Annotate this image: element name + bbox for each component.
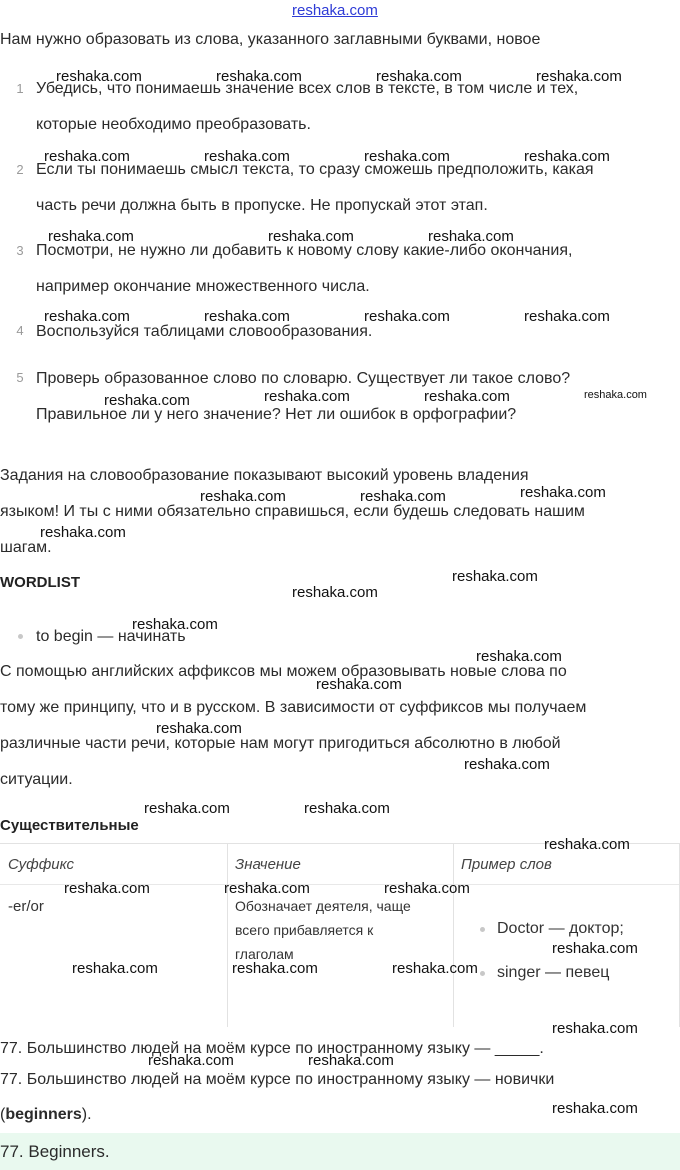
watermark: reshaka.com <box>48 228 134 245</box>
step-number: 3 <box>16 243 24 258</box>
watermark: reshaka.com <box>464 756 550 773</box>
watermark: reshaka.com <box>552 940 638 957</box>
closing-text: шагам. <box>0 539 52 556</box>
step-text: Посмотри, не нужно ли добавить к новому слову какие-либо окончания, <box>36 242 573 259</box>
watermark: reshaka.com <box>316 676 402 693</box>
table-header: Пример слов <box>461 856 552 873</box>
watermark: reshaka.com <box>216 68 302 85</box>
table-divider <box>227 843 228 1027</box>
step-text: Проверь образованное слово по словарю. Существует ли такое слово? <box>36 370 571 387</box>
table-header: Значение <box>235 856 301 873</box>
bullet-icon <box>18 634 23 639</box>
watermark: reshaka.com <box>524 308 610 325</box>
watermark: reshaka.com <box>268 228 354 245</box>
example-item: singer — певец <box>497 964 610 981</box>
watermark: reshaka.com <box>132 616 218 633</box>
site-link[interactable]: reshaka.com <box>292 2 378 19</box>
step-text: например окончание множественного числа. <box>36 278 370 295</box>
closing-text: языком! И ты с ними обязательно справишься, если будешь следовать нашим <box>0 503 585 520</box>
watermark: reshaka.com <box>544 836 630 853</box>
step-number: 2 <box>16 162 24 177</box>
bullet-icon <box>480 971 485 976</box>
wordlist-item: to begin — начинать <box>36 628 186 645</box>
watermark: reshaka.com <box>364 308 450 325</box>
watermark: reshaka.com <box>204 148 290 165</box>
affixes-text: С помощью английских аффиксов мы можем образовывать новые слова по <box>0 663 567 680</box>
example-item: Doctor — доктор; <box>497 920 624 937</box>
watermark: reshaka.com <box>56 68 142 85</box>
suffix-cell: -er/or <box>8 898 44 915</box>
watermark: reshaka.com <box>552 1020 638 1037</box>
watermark: reshaka.com <box>40 524 126 541</box>
watermark: reshaka.com <box>384 880 470 897</box>
affixes-text: ситуации. <box>0 771 73 788</box>
task-question: 77. Большинство людей на моём курсе по иностранному языку — _____. <box>0 1040 544 1057</box>
watermark: reshaka.com <box>308 1052 394 1069</box>
watermark: reshaka.com <box>424 388 510 405</box>
step-number: 4 <box>16 323 24 338</box>
answer-bold-word: beginners <box>5 1106 82 1123</box>
affixes-text: различные части речи, которые нам могут пригодиться абсолютно в любой <box>0 735 561 752</box>
task-answer-bold-line: (beginners). <box>0 1106 92 1123</box>
closing-text: Задания на словообразование показывают высокий уровень владения <box>0 467 529 484</box>
step-text: Если ты понимаешь смысл текста, то сразу сможешь предположить, какая <box>36 161 594 178</box>
watermark: reshaka.com <box>376 68 462 85</box>
intro-text: Нам нужно образовать из слова, указанного заглавными буквами, новое <box>0 31 541 48</box>
watermark: reshaka.com <box>200 488 286 505</box>
watermark: reshaka.com <box>64 880 150 897</box>
watermark: reshaka.com <box>520 484 606 501</box>
step-text: которые необходимо преобразовать. <box>36 116 311 133</box>
step-text: Убедись, что понимаешь значение всех слов в тексте, в том числе и тех, <box>36 80 579 97</box>
watermark: reshaka.com <box>360 488 446 505</box>
watermark: reshaka.com <box>584 389 647 401</box>
task-answer: 77. Большинство людей на моём курсе по иностранному языку — новички <box>0 1071 555 1088</box>
watermark: reshaka.com <box>264 388 350 405</box>
watermark: reshaka.com <box>524 148 610 165</box>
step-text: часть речи должна быть в пропуске. Не пропускай этот этап. <box>36 197 488 214</box>
final-answer: 77. Beginners. <box>0 1142 110 1161</box>
watermark: reshaka.com <box>148 1052 234 1069</box>
watermark: reshaka.com <box>392 960 478 977</box>
step-number: 1 <box>16 81 24 96</box>
bullet-icon <box>480 927 485 932</box>
watermark: reshaka.com <box>452 568 538 585</box>
watermark: reshaka.com <box>224 880 310 897</box>
meaning-cell: всего прибавляется к <box>235 922 374 938</box>
watermark: reshaka.com <box>304 800 390 817</box>
watermark: reshaka.com <box>292 584 378 601</box>
step-number: 5 <box>16 370 24 385</box>
watermark: reshaka.com <box>536 68 622 85</box>
watermark: reshaka.com <box>156 720 242 737</box>
watermark: reshaka.com <box>552 1100 638 1117</box>
watermark: reshaka.com <box>364 148 450 165</box>
affixes-text: тому же принципу, что и в русском. В зависимости от суффиксов мы получаем <box>0 699 587 716</box>
wordlist-title: WORDLIST <box>0 574 80 591</box>
watermark: reshaka.com <box>44 308 130 325</box>
table-header: Суффикс <box>8 856 74 873</box>
step-text: Правильное ли у него значение? Нет ли ошибок в орфографии? <box>36 406 517 423</box>
step-text: Воспользуйся таблицами словообразования. <box>36 323 373 340</box>
watermark: reshaka.com <box>72 960 158 977</box>
table-divider <box>453 843 454 1027</box>
watermark: reshaka.com <box>44 148 130 165</box>
nouns-heading: Существительные <box>0 817 139 834</box>
watermark: reshaka.com <box>476 648 562 665</box>
watermark: reshaka.com <box>232 960 318 977</box>
watermark: reshaka.com <box>204 308 290 325</box>
meaning-cell: глаголам <box>235 946 294 962</box>
meaning-cell: Обозначает деятеля, чаще <box>235 898 411 914</box>
answer-tail: . <box>87 1106 92 1123</box>
watermark: reshaka.com <box>428 228 514 245</box>
watermark: reshaka.com <box>104 392 190 409</box>
watermark: reshaka.com <box>144 800 230 817</box>
